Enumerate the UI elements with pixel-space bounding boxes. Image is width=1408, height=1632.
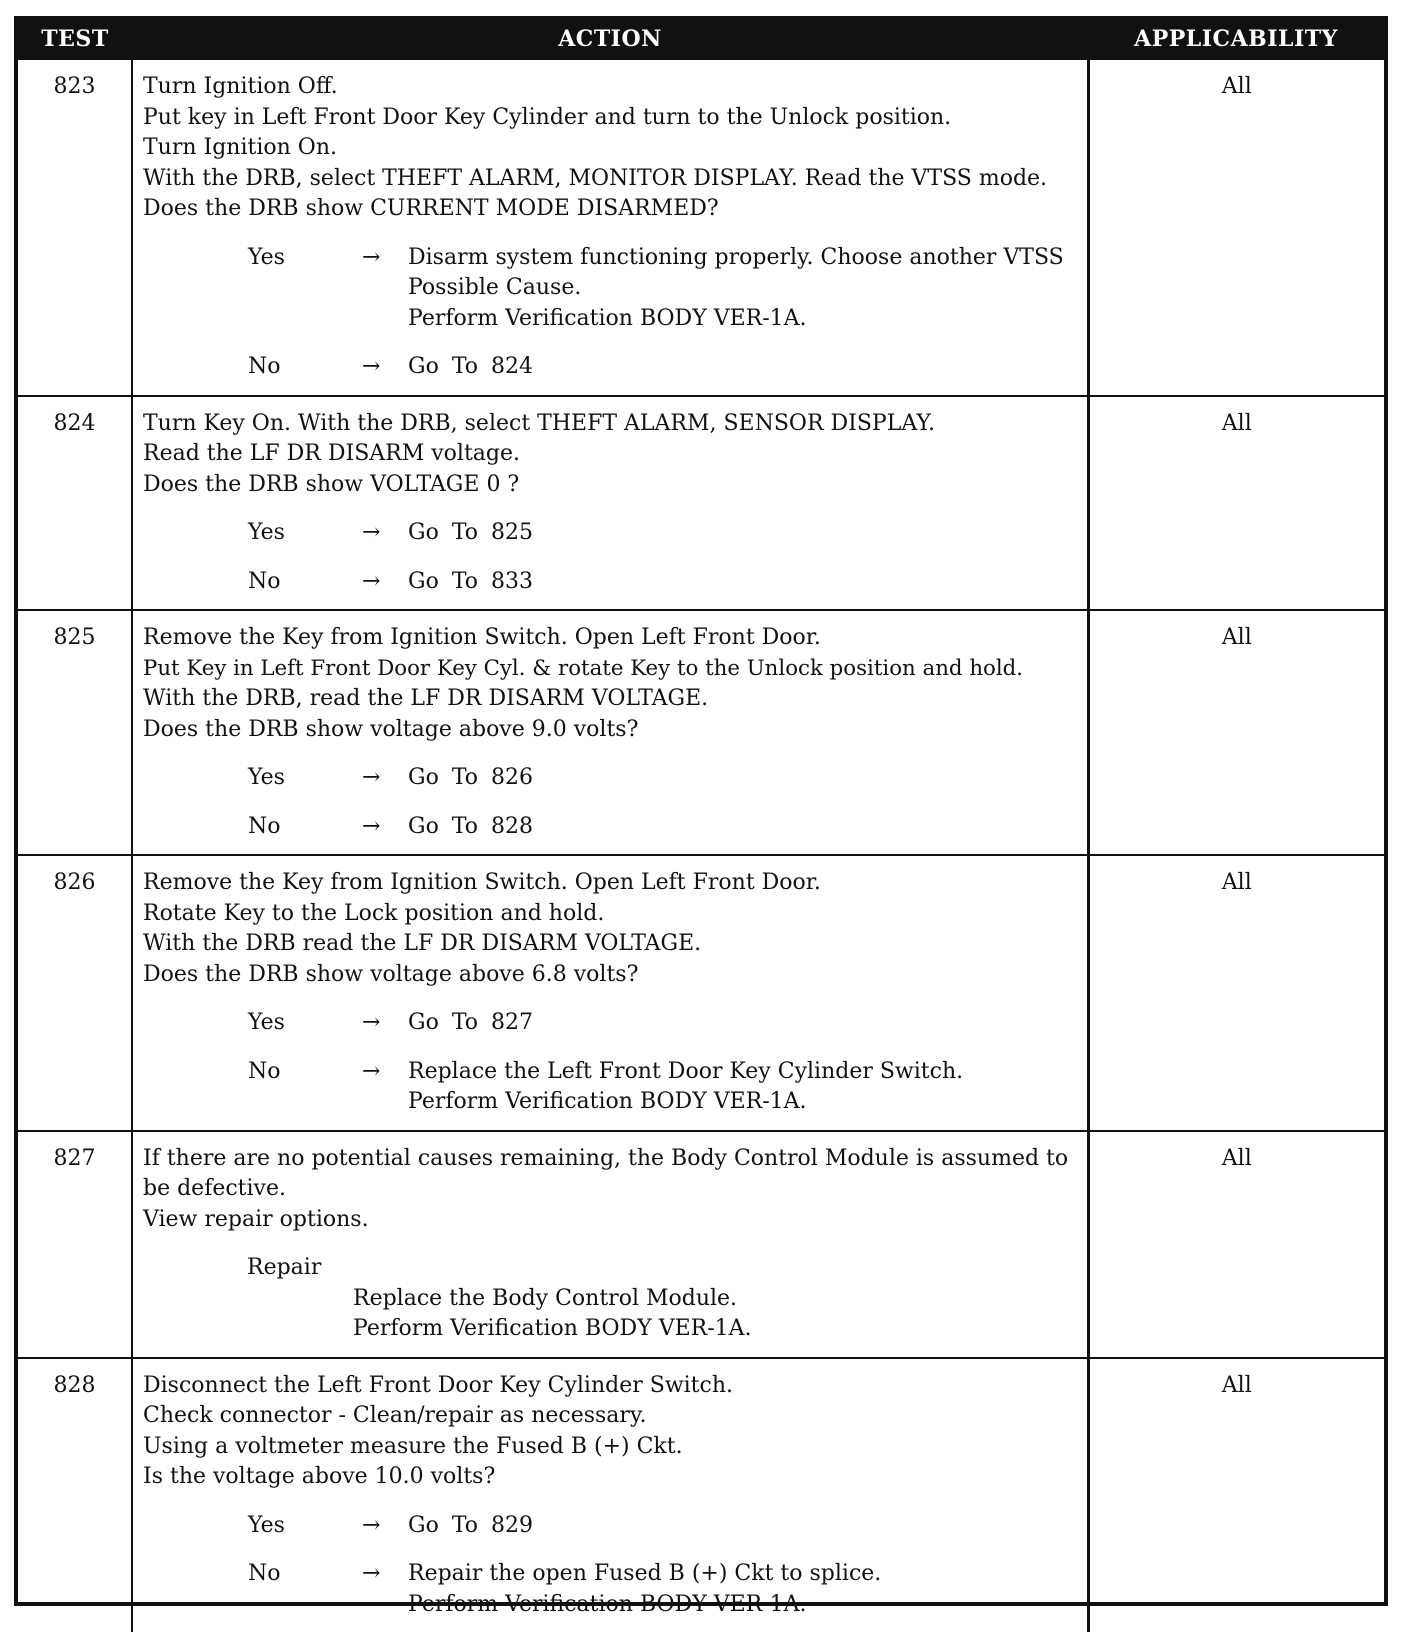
- applicability-value: All: [1088, 59, 1384, 396]
- action-line: Turn Ignition On.: [143, 133, 1081, 164]
- table-row: [18, 1131, 1384, 1358]
- arrow-icon: →: [362, 243, 408, 335]
- no-label: No: [143, 812, 362, 843]
- response-line: Perform Verification BODY VER-1A.: [408, 1592, 807, 1617]
- action-line: Turn Ignition Off.: [143, 72, 1081, 103]
- table-row: [18, 610, 1384, 855]
- no-label: No: [143, 352, 362, 383]
- table-row: [18, 1358, 1384, 1632]
- action-line: Turn Key On. With the DRB, select THEFT ALARM, SENSOR DISPLAY.: [143, 409, 1081, 440]
- action-line: Does the DRB show voltage above 6.8 volts?: [143, 960, 1081, 991]
- response-line: Perform Verification BODY VER-1A.: [408, 306, 807, 331]
- applicability-value: All: [1088, 1358, 1384, 1632]
- no-response: [143, 1057, 1081, 1118]
- test-number: 825: [18, 610, 132, 855]
- action-line: With the DRB, select THEFT ALARM, MONITOR DISPLAY. Read the VTSS mode.: [143, 164, 1081, 195]
- no-label: No: [143, 567, 362, 598]
- repair-line: Replace the Body Control Module.: [247, 1284, 1081, 1315]
- test-number: 827: [18, 1131, 132, 1358]
- goto-text: Go To 824: [408, 352, 1081, 383]
- yes-label: Yes: [143, 1008, 362, 1039]
- response-line: Replace the Left Front Door Key Cylinder Switch.: [408, 1059, 963, 1084]
- goto-text: Go To 825: [408, 518, 1081, 549]
- arrow-icon: →: [362, 763, 408, 794]
- test-number: 826: [18, 855, 132, 1131]
- no-label: No: [143, 1057, 362, 1118]
- diagnostic-table-frame: [14, 16, 1388, 1606]
- response-text: [408, 1057, 1081, 1118]
- applicability-value: All: [1088, 1131, 1384, 1358]
- applicability-value: All: [1088, 610, 1384, 855]
- arrow-icon: →: [362, 1559, 408, 1620]
- repair-label: Repair: [247, 1253, 1081, 1284]
- response-line: Disarm system functioning properly. Choose another VTSS Possible Cause.: [408, 245, 1064, 301]
- goto-text: Go To 827: [408, 1008, 1081, 1039]
- action-line: Put Key in Left Front Door Key Cyl. & rotate Key to the Unlock position and hold.: [143, 654, 1081, 685]
- yes-response: [143, 1008, 1081, 1039]
- yes-label: Yes: [143, 518, 362, 549]
- header-test: TEST: [18, 20, 132, 59]
- no-response: [143, 567, 1081, 598]
- action-line: View repair options.: [143, 1205, 1081, 1236]
- goto-text: Go To 829: [408, 1511, 1081, 1542]
- response-text: [408, 1559, 1081, 1620]
- header-action: ACTION: [132, 20, 1088, 59]
- action-line: Rotate Key to the Lock position and hold.: [143, 899, 1081, 930]
- arrow-icon: →: [362, 567, 408, 598]
- arrow-icon: →: [362, 518, 408, 549]
- test-number: 823: [18, 59, 132, 396]
- test-number: 828: [18, 1358, 132, 1632]
- action-line: Does the DRB show CURRENT MODE DISARMED?: [143, 194, 1081, 225]
- action-cell: [132, 59, 1088, 396]
- action-cell: [132, 610, 1088, 855]
- action-line: Does the DRB show VOLTAGE 0 ?: [143, 470, 1081, 501]
- goto-text: Go To 826: [408, 763, 1081, 794]
- action-cell: [132, 1131, 1088, 1358]
- table-row: [18, 59, 1384, 396]
- goto-text: Go To 833: [408, 567, 1081, 598]
- action-line: Disconnect the Left Front Door Key Cylinder Switch.: [143, 1371, 1081, 1402]
- action-line: Does the DRB show voltage above 9.0 volts?: [143, 715, 1081, 746]
- test-number: 824: [18, 396, 132, 611]
- no-response: [143, 1559, 1081, 1620]
- arrow-icon: →: [362, 1511, 408, 1542]
- yes-response: [143, 243, 1081, 335]
- action-line: With the DRB, read the LF DR DISARM VOLTAGE.: [143, 684, 1081, 715]
- response-line: Perform Verification BODY VER-1A.: [408, 1089, 807, 1114]
- repair-block: [143, 1253, 1081, 1345]
- no-label: No: [143, 1559, 362, 1620]
- applicability-value: All: [1088, 855, 1384, 1131]
- action-cell: [132, 855, 1088, 1131]
- table-row: [18, 855, 1384, 1131]
- action-cell: [132, 396, 1088, 611]
- response-text: [408, 243, 1081, 335]
- no-response: [143, 352, 1081, 383]
- diagnostic-test-table: [18, 20, 1384, 1632]
- action-line: Is the voltage above 10.0 volts?: [143, 1462, 1081, 1493]
- header-applicability: APPLICABILITY: [1088, 20, 1384, 59]
- action-line: Remove the Key from Ignition Switch. Open Left Front Door.: [143, 623, 1081, 654]
- arrow-icon: →: [362, 812, 408, 843]
- action-line: With the DRB read the LF DR DISARM VOLTAGE.: [143, 929, 1081, 960]
- arrow-icon: →: [362, 352, 408, 383]
- yes-label: Yes: [143, 763, 362, 794]
- repair-line: Perform Verification BODY VER-1A.: [247, 1314, 1081, 1345]
- yes-response: [143, 518, 1081, 549]
- arrow-icon: →: [362, 1008, 408, 1039]
- action-line: Using a voltmeter measure the Fused B (+) Ckt.: [143, 1432, 1081, 1463]
- arrow-icon: →: [362, 1057, 408, 1118]
- table-header-row: [18, 20, 1384, 59]
- yes-response: [143, 763, 1081, 794]
- yes-label: Yes: [143, 1511, 362, 1542]
- action-line: If there are no potential causes remaining, the Body Control Module is assumed to be defective.: [143, 1144, 1081, 1205]
- action-line: Put key in Left Front Door Key Cylinder and turn to the Unlock position.: [143, 103, 1081, 134]
- yes-label: Yes: [143, 243, 362, 335]
- goto-text: Go To 828: [408, 812, 1081, 843]
- response-line: Repair the open Fused B (+) Ckt to splice.: [408, 1561, 881, 1586]
- yes-response: [143, 1511, 1081, 1542]
- action-line: Check connector - Clean/repair as necessary.: [143, 1401, 1081, 1432]
- table-row: [18, 396, 1384, 611]
- applicability-value: All: [1088, 396, 1384, 611]
- action-line: Remove the Key from Ignition Switch. Open Left Front Door.: [143, 868, 1081, 899]
- action-line: Read the LF DR DISARM voltage.: [143, 439, 1081, 470]
- action-cell: [132, 1358, 1088, 1632]
- no-response: [143, 812, 1081, 843]
